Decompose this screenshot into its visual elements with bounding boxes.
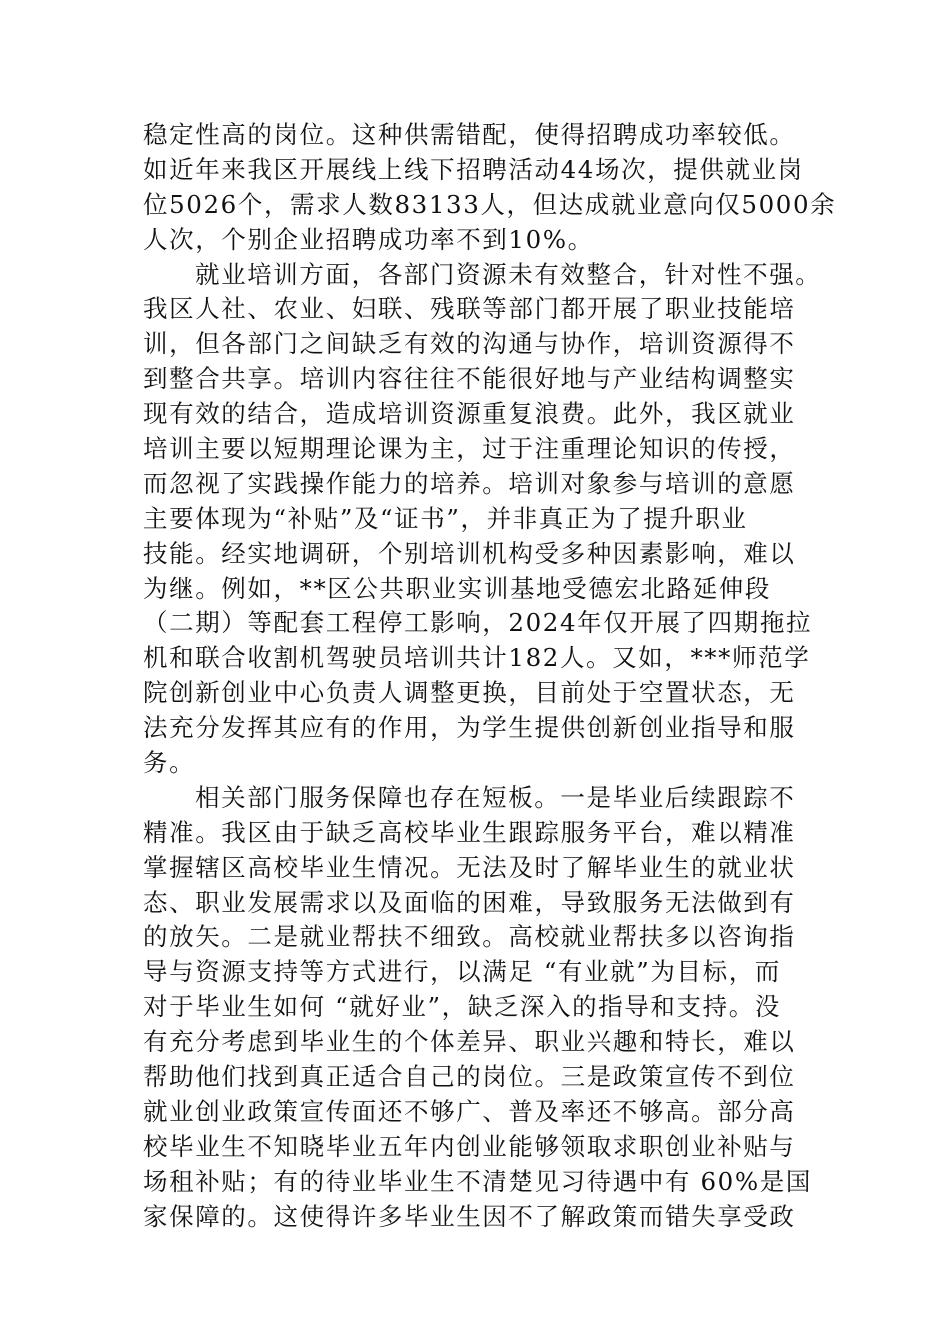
text-line: 有充分考虑到毕业生的个体差异、职业兴趣和特长，难以: [143, 1027, 796, 1057]
text-line: 而忽视了实践操作能力的培养。培训对象参与培训的意愿: [143, 468, 796, 498]
text-line: 现有效的结合，造成培训资源重复浪费。此外，我区就业: [143, 399, 796, 429]
text-line: 院创新创业中心负责人调整更换，目前处于空置状态，无: [143, 678, 796, 708]
text-line: 的放矢。二是就业帮扶不细致。高校就业帮扶多以咨询指: [143, 922, 796, 952]
text-line: 机和联合收割机驾驶员培训共计182人。又如，***师范学: [143, 643, 811, 673]
text-line: 主要体现为“补贴”及“证书”，并非真正为了提升职业: [143, 503, 748, 533]
text-line: 稳定性高的岗位。这种供需错配，使得招聘成功率较低。: [143, 120, 796, 149]
text-line: 法充分发挥其应有的作用，为学生提供创新创业指导和服: [143, 713, 796, 743]
text-line: 校毕业生不知晓毕业五年内创业能够领取求职创业补贴与: [143, 1131, 796, 1161]
text-line: 如近年来我区开展线上线下招聘活动44场次，提供就业岗: [143, 154, 804, 184]
text-line: 人次，个别企业招聘成功率不到10%。: [143, 224, 594, 254]
paragraph-recruitment: [143, 118, 837, 258]
document-body: [143, 118, 837, 1235]
text-line: 我区人社、农业、妇联、残联等部门都开展了职业技能培: [143, 294, 796, 324]
text-line: 对于毕业生如何 “就好业”，缺乏深入的指导和支持。没: [143, 992, 781, 1022]
text-line: 帮助他们找到真正适合自己的岗位。三是政策宣传不到位: [143, 1062, 796, 1092]
text-line: 掌握辖区高校毕业生情况。无法及时了解毕业生的就业状: [143, 852, 796, 882]
text-line: 家保障的。这使得许多毕业生因不了解政策而错失享受政: [143, 1201, 796, 1231]
text-line: 态、职业发展需求以及面临的困难，导致服务无法做到有: [143, 887, 796, 917]
text-line: 导与资源支持等方式进行，以满足 “有业就”为目标，而: [143, 957, 781, 987]
text-line: 训，但各部门之间缺乏有效的沟通与协作，培训资源得不: [143, 329, 796, 359]
paragraph-service-support: [143, 781, 812, 1235]
text-line: 相关部门服务保障也存在短板。一是毕业后续跟踪不: [195, 782, 796, 812]
text-line: 培训主要以短期理论课为主，过于注重理论知识的传授，: [143, 434, 796, 464]
text-line: 技能。经实地调研，个别培训机构受多种因素影响，难以: [143, 538, 796, 568]
text-line: 就业培训方面，各部门资源未有效整合，针对性不强。: [195, 259, 822, 289]
text-line: （二期）等配套工程停工影响，2024年仅开展了四期拖拉: [143, 608, 813, 638]
text-line: 位5026个，需求人数83133人，但达成就业意向仅5000余: [143, 189, 837, 219]
text-line: 为继。例如，**区公共职业实训基地受德宏北路延伸段: [143, 573, 771, 603]
text-line: 务。: [143, 748, 196, 778]
text-line: 到整合共享。培训内容往往不能很好地与产业结构调整实: [143, 364, 796, 394]
paragraph-training: [143, 258, 822, 781]
text-line: 精准。我区由于缺乏高校毕业生跟踪服务平台，难以精准: [143, 817, 796, 847]
text-line: 就业创业政策宣传面还不够广、普及率还不够高。部分高: [143, 1096, 796, 1126]
text-line: 场租补贴；有的待业毕业生不清楚见习待遇中有 60%是国: [143, 1166, 812, 1196]
